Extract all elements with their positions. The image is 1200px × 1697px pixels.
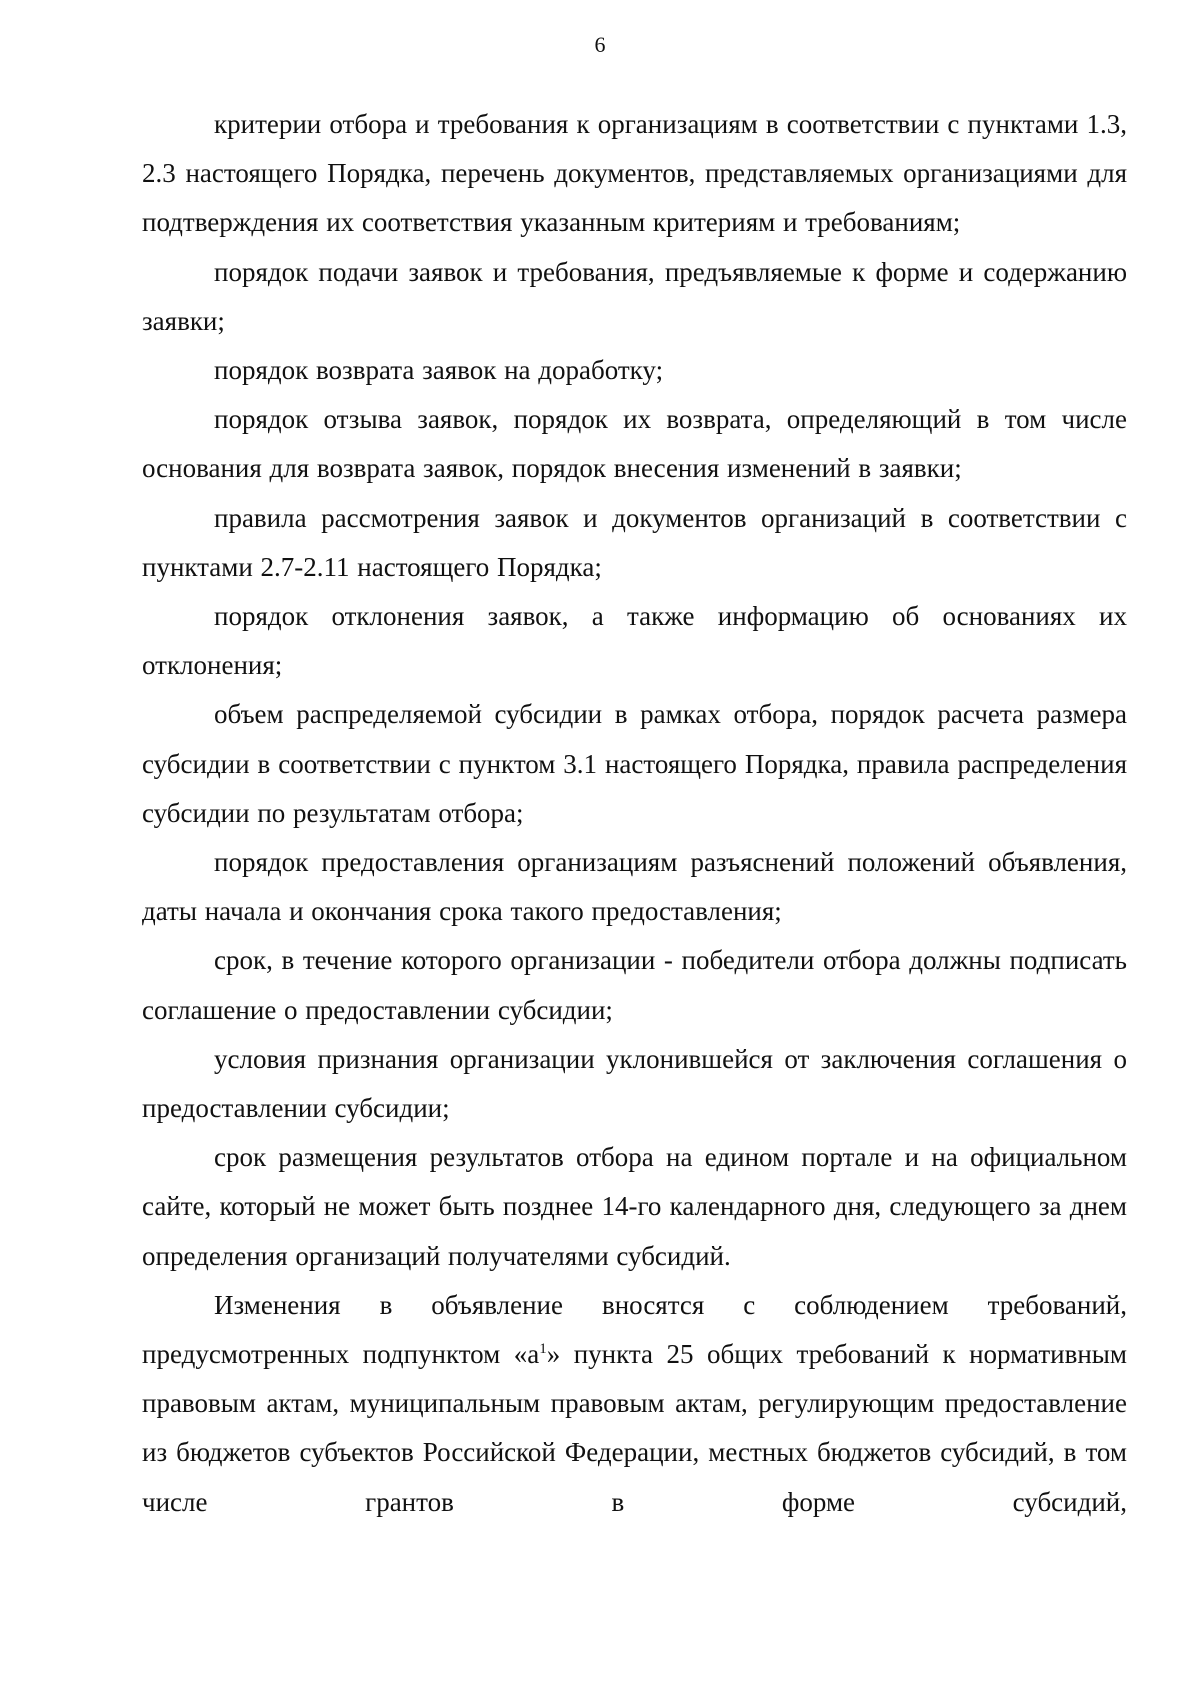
paragraph-subsidy-volume: объем распределяемой субсидии в рамках отбора, порядок расчета размера субсидии в соответствии с пунктом 3.1 настоящего Порядка, правила распределения субсидии по результатам отбора;	[142, 699, 1127, 828]
superscript-marker: 1	[539, 1341, 547, 1358]
changes-text-end: » пункта 25 общих требований к нормативным правовым актам, муниципальным правовым актам, регулирующим предоставление из бюджетов субъектов Российской Федерации, местных бюджетов субсидий, в том числе грантов в форме субсидий,	[142, 1339, 1128, 1517]
paragraph-return-for-revision: порядок возврата заявок на доработку;	[214, 355, 664, 386]
page-number: 6	[594, 32, 606, 57]
paragraph-withdrawal-procedure: порядок отзыва заявок, порядок их возврата, определяющий в том числе основания для возврата заявок, порядок внесения изменений в заявки;	[142, 404, 1127, 484]
paragraph-review-rules: правила рассмотрения заявок и документов организаций в соответствии с пунктами 2.7-2.11 настоящего Порядка;	[142, 502, 1127, 582]
paragraph-clarifications: порядок предоставления организациям разъяснений положений объявления, даты начала и окончания срока такого предоставления;	[142, 847, 1127, 927]
paragraph-application-procedure: порядок подачи заявок и требования, предъявляемые к форме и содержанию заявки;	[142, 256, 1127, 336]
paragraph-selection-criteria: критерии отбора и требования к организациям в соответствии с пунктами 1.3, 2.3 настоящего Порядка, перечень документов, представляемых организациями для подтверждения их соответствия указанным критериям и требованиям;	[142, 109, 1127, 238]
paragraph-results-publication: срок размещения результатов отбора на едином портале и на официальном сайте, который не может быть позднее 14-го календарного дня, следующего за днем определения организаций получателями субсидий.	[142, 1142, 1127, 1271]
paragraph-signing-deadline: срок, в течение которого организации - победители отбора должны подписать соглашение о предоставлении субсидии;	[142, 945, 1127, 1025]
paragraph-evasion-conditions: условия признания организации уклонившейся от заключения соглашения о предоставлении субсидии;	[142, 1043, 1127, 1124]
paragraph-announcement-changes	[142, 1281, 1127, 1527]
paragraph-rejection-procedure: порядок отклонения заявок, а также информацию об основаниях их отклонения;	[142, 601, 1127, 681]
changes-text-start: Изменения в объявление вносятся с соблюдением требований, предусмотренных подпунктом «а	[142, 1289, 1127, 1370]
document-body	[142, 100, 1127, 1527]
